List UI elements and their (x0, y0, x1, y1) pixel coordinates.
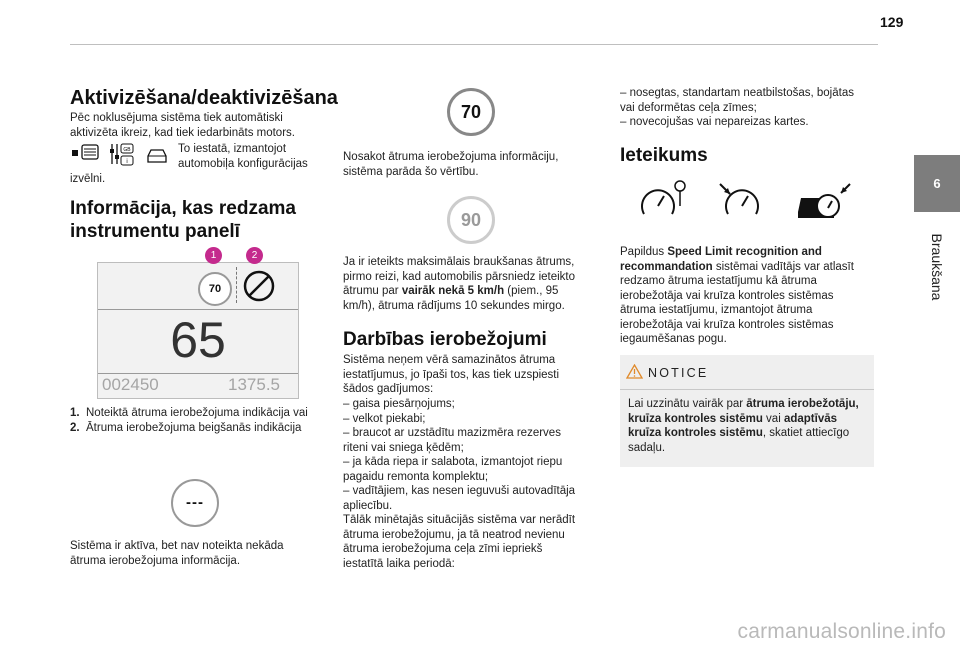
panel-divider-bottom (98, 373, 298, 374)
limitations-paragraph: Sistēma neņem vērā samazinātos ātruma iestatījumus, jo īpaši tos, kas tiek uzspiesti šādos gadījumos: (343, 354, 560, 395)
notice-text: Lai uzzinātu vairāk par ātruma ierobežotāju, kruīza kontroles sistēmu vai adaptīvās kruīza kontroles sistēmu, skatiet attiecīgo sadaļu. (628, 398, 859, 454)
list-item: – novecojušas vai nepareizas kartes. (620, 116, 809, 128)
header-divider (70, 44, 878, 45)
heading-dashboard-info: Informācija, kas redzama instrumentu panelī (70, 198, 296, 242)
list-item: – nosegtas, standartam neatbilstošas, bojātas vai deformētas ceļa zīmes; (620, 87, 854, 114)
list-item: – velkot piekabi; (343, 412, 426, 425)
recommendation-paragraph: Papildus Speed Limit recognition and recommandation sistēmai vadītājs var atlasīt redzamo ātruma iestatījumu kā ātruma ierobežotāja vai kruīza kontroles sistēmas ātruma iestatījumu, izmantojot ātruma ierobežotāja vai kruīza kontroles sistēmas iegaumēšanas pogu. (620, 246, 854, 345)
list-item: – gaisa piesārņojums; (343, 398, 455, 410)
situations-list (620, 86, 870, 130)
warning-icon (626, 364, 643, 379)
callout-2: 2 (246, 247, 263, 264)
instrument-panel-illustration (97, 262, 299, 399)
config-text-end: izvēlni. (70, 173, 106, 185)
speedometer-icon (638, 176, 858, 222)
notice-title: NOTICE (648, 366, 709, 380)
activation-paragraph: Pēc noklusējuma sistēma tiek automātiski aktivizēta ikreiz, kad tiek iedarbināts motors. (70, 112, 295, 139)
list-item: – braucot ar uzstādītu mazizmēra rezerves riteni vai sniega ķēdēm; (343, 427, 561, 454)
speed-limit-sign: 70 (198, 272, 232, 306)
watermark: carmanualsonline.info (737, 620, 946, 643)
detect-paragraph: Nosakot ātruma ierobežojuma informāciju, sistēma parāda šo vērtību. (343, 151, 559, 178)
speed-sign-70: 70 (447, 88, 495, 136)
list-item: – vadītājiem, kas nesen ieguvuši autovadītāja apliecību. (343, 485, 576, 512)
exceed-paragraph: Ja ir ieteikts maksimālais braukšanas ātrums, pirmo reizi, kad automobilis pārsniedz ieteikto ātrumu par vairāk nekā 5 km/h (piem., 95 km/h), ātruma rādījums 10 sekundes mirgo. (343, 256, 576, 312)
recommendation-icons (638, 176, 858, 222)
chapter-tab[interactable]: 6 (914, 155, 960, 212)
chapter-label: Braukšana (929, 233, 945, 301)
settings-icon (70, 142, 174, 168)
heading-limitations: Darbības ierobežojumi (343, 329, 547, 350)
no-limit-sign: --- (171, 479, 219, 527)
situations-paragraph: Tālāk minētajās situācijās sistēma var nerādīt ātruma ierobežojumu, ja tā neatrod nevienu ātruma ierobežojuma ceļa zīmi iepriekš iestatītā laika periodā: (343, 514, 576, 570)
heading-activation: Aktivizēšana/deaktivizēšana (70, 87, 338, 109)
svg-text:i: i (126, 159, 128, 165)
svg-text:GB: GB (123, 147, 131, 153)
list-item: 2. Ātruma ierobežojuma beigšanās indikācija (70, 421, 302, 434)
notice-header (620, 355, 874, 390)
config-text: To iestatā, izmantojot automobiļa konfigurācijas (178, 143, 308, 170)
indicator-list (70, 406, 310, 435)
callout-1: 1 (205, 247, 222, 264)
odometer: 002450 (102, 375, 159, 394)
list-item: 1. Noteiktā ātruma ierobežojuma indikācija vai (70, 407, 308, 419)
limitations-list (343, 397, 583, 513)
current-speed: 65 (170, 312, 226, 368)
trip-meter: 1375.5 (228, 375, 280, 394)
heading-recommendation: Ieteikums (620, 145, 708, 166)
separator (236, 267, 238, 303)
panel-divider (98, 309, 298, 310)
page-number: 129 (880, 14, 904, 30)
speed-sign-90: 90 (447, 196, 495, 244)
config-menu-icons (70, 142, 174, 168)
active-no-info-paragraph: Sistēma ir aktīva, bet nav noteikta nekāda ātruma ierobežojuma informācija. (70, 540, 284, 567)
list-item: – ja kāda riepa ir salabota, izmantojot riepu pagaidu remonta komplektu; (343, 456, 563, 483)
notice-box (620, 355, 874, 467)
end-of-limit-icon (242, 269, 276, 303)
